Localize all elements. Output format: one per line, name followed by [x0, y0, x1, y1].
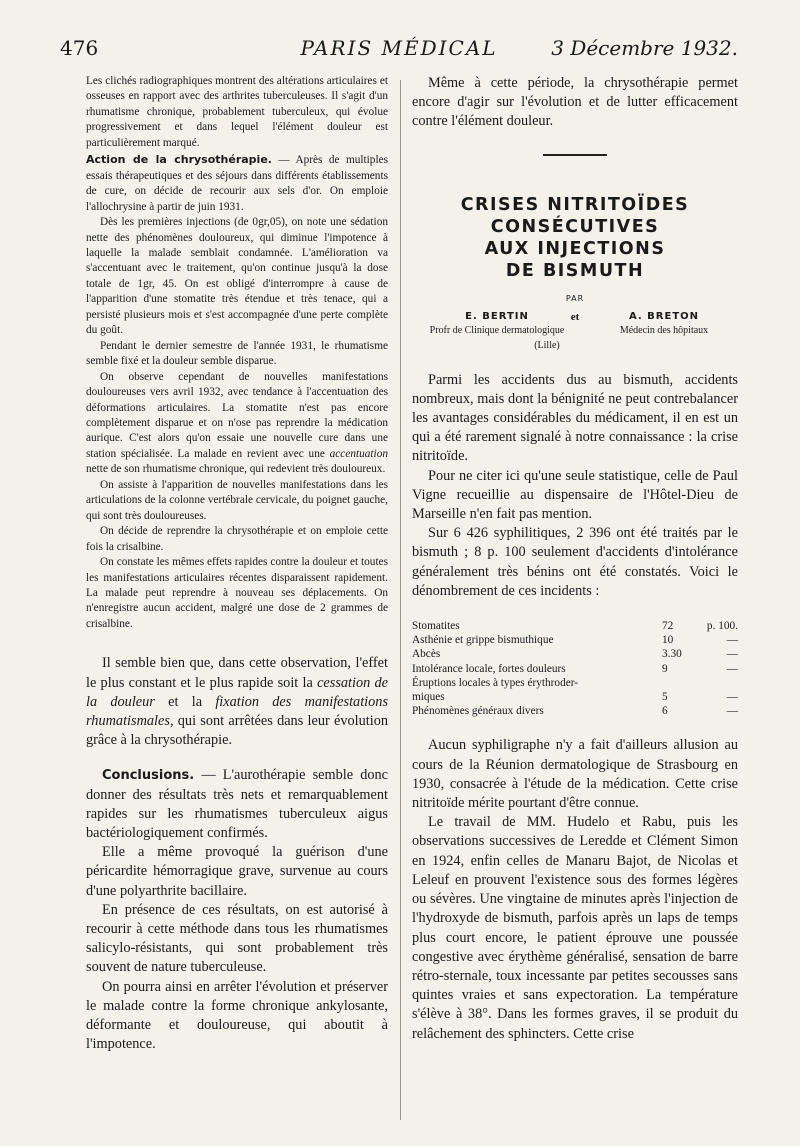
paragraph: Dès les premières injections (de 0gr,05), on note une sédation nette des phénomènes douloureux, qui diminue l'impotence à laquelle la malade semblait condamnée. L'amélioration va s'accentuant avec le traitement, qu'on continue jusqu'à la dose totale de 1gr, 45. On est obligé d'interrompre à cause de l'apparition d'une stomatite très étendue et très tenace, qui a persisté plusieurs mois et s'est accompagnée d'une perte complète du goût.	[86, 216, 388, 337]
title-line: DE BISMUTH	[505, 260, 645, 281]
title-line: AUX INJECTIONS	[484, 238, 666, 259]
paragraph: On décide de reprendre la chrysothérapie et on emploie cette fois la crisalbine.	[86, 525, 388, 553]
emphasis: cessation de la douleur	[86, 674, 388, 710]
paragraph: Parmi les accidents dus au bismuth, accidents nombreux, mais dont la bénignité ne peut contrebalancer les avantages considérables du médicament, il en est un qui a été rarement signalé à notre connaissance : la crise nitritoïde.	[412, 371, 738, 465]
table-cell-label: Intolérance locale, fortes douleurs	[412, 662, 566, 675]
table-row	[412, 647, 738, 661]
table-cell-value	[662, 676, 700, 690]
table-cell-value: 9	[662, 662, 668, 675]
section-heading: Conclusions.	[102, 768, 195, 784]
author-role: Profr de Clinique dermatologique	[429, 324, 565, 336]
paragraph: Aucun syphiligraphe n'y a fait d'ailleurs allusion au cours de la Réunion dermatologique de Strasbourg en 1930, consacrée à l'étude de la médication. Cette crise nitritoïde mérite pourtant d'être connue.	[412, 737, 738, 812]
table-cell-value: 72	[662, 620, 674, 633]
continued-text	[412, 74, 738, 132]
issue-date: 3 Décembre 1932.	[551, 36, 738, 60]
article-body	[412, 371, 738, 601]
author-city: (Lille)	[534, 339, 560, 351]
incident-table	[412, 619, 738, 718]
author-1	[412, 311, 582, 336]
paragraph: Pendant le dernier semestre de l'année 1931, le rhumatisme semble fixé et la douleur semble disparue.	[86, 339, 388, 368]
paragraph-text: — Après de multiples essais thérapeutiques et des séjours dans différents établissements de cure, on décide de recourir aux sels d'or. On emploie l'allochrysine à partir de juin 1931.	[86, 154, 388, 213]
article-body-continued	[412, 736, 738, 1043]
paragraph: On pourra ainsi en arrêter l'évolution et préserver le malade contre la forme chronique ankylosante, déformante et douloureuse, qui aboutit à l'impotence.	[86, 978, 388, 1053]
paragraph: Les clichés radiographiques montrent des altérations articulaires et osseuses en rapport avec des arthrites tuberculeuses. Il s'agit d'un rhumatisme chronique, probablement tuberculeux, qui évolue progressivement et dans lequel l'élément douleur est particulièrement marqué.	[86, 75, 388, 149]
spacer	[86, 750, 388, 766]
author-2	[590, 311, 738, 336]
table-cell-label: miques	[412, 691, 445, 704]
table-cell-unit: —	[726, 662, 738, 675]
paragraph-text: Il semble bien que, dans cette observation, l'effet le plus constant et le plus rapide soit la	[86, 655, 388, 691]
observation-text	[86, 74, 388, 632]
paragraph	[86, 654, 388, 750]
table-cell-label: Asthénie et grippe bismuthique	[412, 634, 554, 647]
table-cell-value: 3.30	[662, 648, 682, 661]
paragraph: En présence de ces résultats, on est autorisé à recourir à cette méthode dans tous les rhumatismes salicylo-résistants, qui sont probablement très souvent de nature tuberculeuse.	[86, 901, 388, 976]
journal-title: PARIS MÉDICAL	[300, 36, 498, 60]
running-header	[60, 36, 738, 66]
author-conjunction: et	[570, 310, 580, 323]
table-cell-label: Stomatites	[412, 620, 460, 633]
left-column	[86, 74, 388, 1054]
table-cell-unit: —	[726, 648, 738, 661]
author-role: Médecin des hôpitaux	[619, 324, 709, 336]
spacer	[86, 632, 388, 654]
author-block	[412, 311, 738, 371]
paragraph: On assiste à l'apparition de nouvelles manifestations dans les articulations de la colonne vertébrale cervicale, du poignet gauche, qui sont très douloureuses.	[86, 478, 388, 522]
table-cell-unit: —	[726, 634, 738, 647]
paragraph	[86, 152, 388, 215]
paragraph: On constate les mêmes effets rapides contre la douleur et toutes les manifestations articulaires récentes disparaissent rapidement. La malade peut reprendre à nouveau ses déplacements. On n'enregistre aucun accident, malgré une dose de 2 grammes de crisalbine.	[86, 556, 388, 630]
table-row	[412, 704, 738, 718]
table-cell-unit: —	[726, 691, 738, 704]
table-row	[412, 690, 738, 704]
paragraph-text: nette de son rhumatisme chronique, qui redevient très douloureux.	[86, 463, 386, 476]
paragraph: Elle a même provoqué la guérison d'une péricardite hémorragique grave, survenue au cours d'une polyarthrite bacillaire.	[86, 844, 388, 899]
table-row	[412, 633, 738, 647]
emphasis: fixation des manifestations rhumatismales	[86, 693, 389, 729]
paragraph-text: On observe cependant de nouvelles manifestations douloureuses vers avril 1932, avec tendance à l'accentuation des déformations articulaires. La stomatite n'est pas encore complètement disparue et on n'ose pas reprendre la médication aurique. C'est alors qu'on essaie une nouvelle cure dans une station spécialisée. La malade en revient avec une	[86, 370, 388, 460]
author-name: E. BERTIN	[465, 310, 529, 322]
section-heading: Action de la chrysothérapie.	[86, 153, 272, 167]
table-row	[412, 662, 738, 676]
paragraph: Pour ne citer ici qu'une seule statistique, celle de Paul Vigne recueillie au dispensaire de l'Hôtel-Dieu de Marseille n'en fait pas mention.	[412, 467, 738, 523]
paragraph: Même à cette période, la chrysothérapie permet encore d'agir sur l'évolution et de lutter efficacement contre l'élément douleur.	[412, 75, 738, 130]
paragraph: Le travail de MM. Hudelo et Rabu, puis les observations successives de Leredde et Clément Simon en 1924, enfin celles de Manaru Bajot, de Nicolas et Leleuf en prouvent l'existence sous des formes légères ou sévères. Une vingtaine de minutes après l'injection de l'hydroxyde de bismuth, parfois après un laps de temps plus court encore, le patient éprouve une poussée congestive avec érythème généralisé, sensation de barre rétro-sternale, toux incessante par petites secousses sans quintes vraies et sans expectoration. La température s'élève à 38°. Dans les formes graves, il se produit du relâchement des sphincters. Cette crise	[412, 814, 738, 1042]
author-name: A. BRETON	[628, 310, 700, 322]
table-cell-unit: p. 100.	[706, 620, 738, 633]
right-column	[412, 74, 738, 1044]
column-divider	[400, 80, 401, 1120]
article-title	[412, 194, 738, 282]
byline-par: PAR	[565, 293, 585, 303]
table-cell-value: 10	[662, 634, 674, 647]
paragraph	[86, 766, 388, 843]
title-line: CRISES NITRITOÏDES	[460, 194, 690, 215]
emphasis: accentuation	[329, 447, 388, 460]
paragraph-text: , qui sont arrêtées dans leur évolution grâce à la chrysothérapie.	[86, 712, 388, 749]
table-cell-value: 6	[662, 705, 668, 718]
table-cell-unit: —	[726, 705, 738, 718]
paragraph-text: — L'aurothérapie semble donc donner des résultats très nets et remarquablement rapides sur les rhumatismes tuberculeux aigus bactériologiquement confirmés.	[86, 767, 388, 841]
discussion-text	[86, 654, 388, 1054]
table-row	[412, 619, 738, 633]
table-cell-label: Phénomènes généraux divers	[412, 705, 544, 718]
table-cell-label: Abcès	[412, 648, 441, 661]
table-cell-unit	[700, 676, 738, 690]
table-cell-value: 5	[662, 691, 668, 704]
paragraph-text: et la	[154, 693, 216, 710]
table-cell-label: Éruptions locales à types érythroder-	[412, 676, 579, 689]
paragraph	[86, 370, 388, 478]
table-row	[412, 676, 738, 690]
title-line: CONSÉCUTIVES	[490, 216, 660, 237]
page-number: 476	[60, 36, 99, 60]
article-separator	[543, 154, 607, 156]
paragraph: Sur 6 426 syphilitiques, 2 396 ont été traités par le bismuth ; 8 p. 100 seulement d'accidents d'intolérance généralement très bénins ont été constatés. Voici le dénombrement de ces incidents :	[412, 525, 738, 599]
